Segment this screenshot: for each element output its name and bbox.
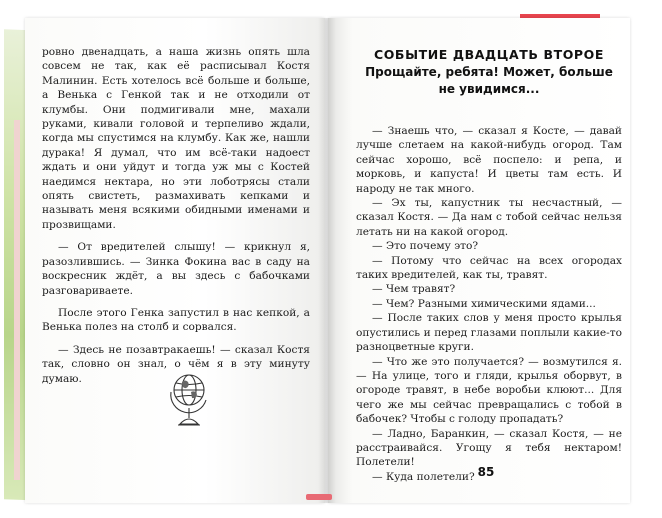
right-paragraph: — Потому что сейчас на всех огородах таких вредителей, как ты, травят. <box>356 254 622 282</box>
chapter-title: Прощайте, ребята! Может, больше не увидимся... <box>365 65 613 96</box>
chapter-heading <box>356 46 622 98</box>
left-paragraph: После этого Генка запустил в нас кепкой, а Венька полез на столб и сорвался. <box>42 306 310 334</box>
right-paragraph: — После таких слов у меня просто крылья опустились и перед глазами поплыли какие-то разноцветные круги. <box>356 312 622 354</box>
page-number: 85 <box>477 465 495 479</box>
right-paragraph: — Чем травят? <box>372 283 456 296</box>
chapter-label: СОБЫТИЕ ДВАДЦАТЬ ВТОРОЕ <box>373 47 605 62</box>
right-paragraph: — Это почему это? <box>372 240 479 253</box>
globe-icon <box>166 368 212 430</box>
left-paragraph: ровно двенадцать, а наша жизнь опять шла совсем не так, как её расписывал Костя Малинин. Есть хотелось всё больше и больше, а Венька с Генкой так и не отходили от клумбы. Они подмигивали мне, махали руками, кивали головой и терпеливо ждали, когда мы спустимся на клумбу. Как же, нашли дурака! Я думал, что им всё-таки надоест ждать и они уйдут и тогда уж мы с Костей наедимся нектара, но эти лоботрясы стали опять свистеть, размахивать кепками и называть меня всякими обидными именами и прозвищами. <box>42 46 310 231</box>
right-paragraph: — Что же это получается? — возмутился я. — На улице, того и гляди, крылья оборвут, в огороде травят, в небе воробьи клюют... Для чего же мы сейчас превращались с тобой в бабочек? Чтобы с голоду пропадать? <box>356 355 622 426</box>
right-page-text <box>356 124 622 484</box>
right-paragraph: — Ладно, Баранкин, — сказал Костя, — не расстраивайся. Угощу я тебя нектаром! Полетели! <box>356 427 622 469</box>
book-cover-edge <box>14 120 20 480</box>
right-paragraph: — Знаешь что, — сказал я Косте, — давай лучше слетаем на какой-нибудь огород. Там сейчас хорошо, всё поспело: и репа, и морковь, и капуста! И цветы там есть. И народу не так много. <box>356 125 622 195</box>
right-paragraph: — Чем? Разными химическими ядами... <box>372 297 596 310</box>
right-paragraph: — Эх ты, капустник ты несчастный, — сказал Костя. — Да нам с тобой сейчас нельзя летать ни на какой огород. <box>356 197 622 238</box>
left-paragraph: — Здесь не позавтракаешь! — сказал Костя так, словно он знал, о чём я в эту минуту думаю. <box>42 343 310 385</box>
left-page-text <box>42 45 310 386</box>
right-paragraph: — Куда полетели? <box>372 470 475 483</box>
left-paragraph: — От вредителей слышу! — крикнул я, разозлившись. — Зинка Фокина вас в саду на воскресник ждёт, а вы здесь с бабочками разговариваете. <box>42 241 310 297</box>
book-gutter <box>318 18 336 503</box>
bookmark-ribbon <box>306 494 332 500</box>
